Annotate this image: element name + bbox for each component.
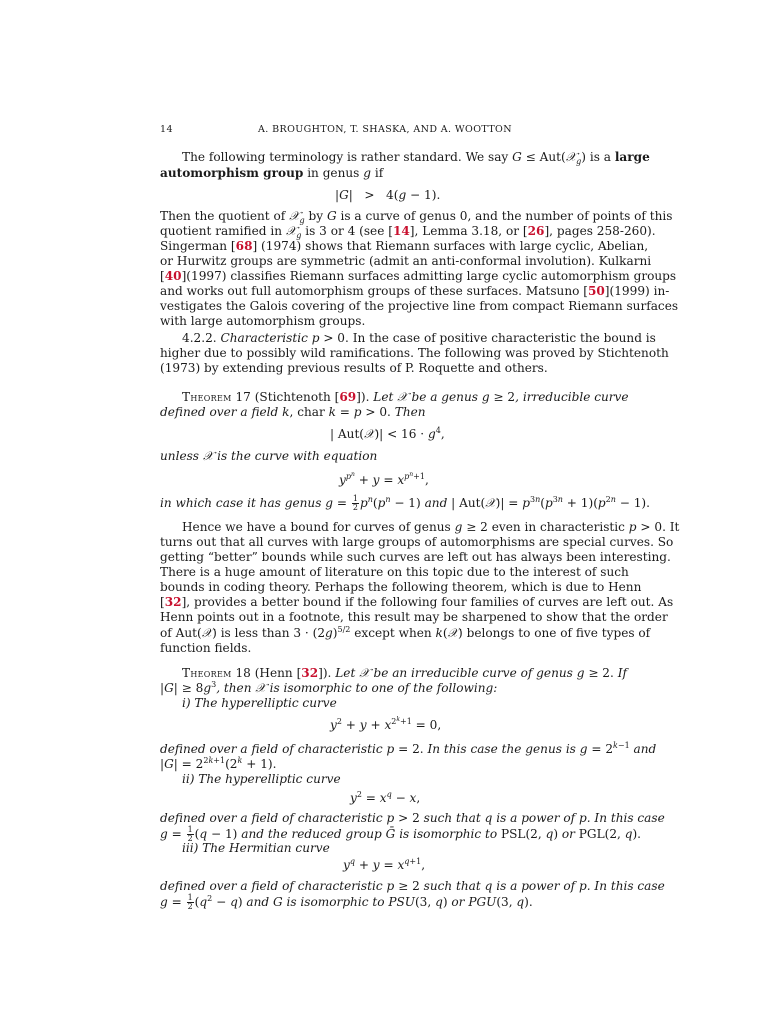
intro-line-3: Then the quotient of 𝒳$_g$ by G is a curve of genus 0, and the number of points of this [160,209,673,225]
theorem-17-unless: unless 𝒳 is the curve with equation [160,449,378,463]
hence-line-6: [32], provides a better bound if the following four families of curves are left out. As [160,595,674,609]
hence-line-5: bounds in coding theory. Perhaps the following theorem, which is due to Henn [160,580,642,594]
citation-68[interactable]: 68 [235,239,253,253]
section-line-3: (1973) by extending previous results of P. Roquette and others. [160,361,548,375]
theorem-18-line-1: Theorem 18 (Henn [32]). Let 𝒳 be an irreducible curve of genus g ≥ 2. If [182,666,627,680]
section-number: 4.2.2. [182,331,217,345]
case-iii-line-2: g = $\frac{1}{2}$ $(q^2 - q)$ and G is isomorphic to PSU(3, q) or PGU(3, q). [160,893,533,911]
intro-line-9: vestigates the Galois covering of the projective line from compact Riemann surfaces [160,299,679,313]
hence-line-3: getting “better” bounds while such curves are left out has always been interesting. [160,550,671,564]
case-iii-line-1: defined over a field of characteristic p ≥ 2 such that q is a power of p. In this case [160,879,665,893]
intro-line-6: or Hurwitz groups are symmetric (admit an anti-conformal involution). Kulkarni [160,254,652,268]
stichtenoth-bound: | Aut(𝒳)| < $16 \cdot g^4$, [330,426,445,441]
section-line-2: higher due to possibly wild ramifications. The following was proved by Stichtenoth [160,346,669,360]
intro-line-1: The following terminology is rather standard. We say G ≤ Aut(𝒳$_g$) is a large [182,150,650,166]
citation-32-b[interactable]: 32 [301,666,319,680]
citation-26[interactable]: 26 [527,224,545,238]
case-i-line-2: $|G| = 2^{2k+1}(2^k + 1)$. [160,756,277,771]
section-line-1: 4.2.2. Characteristic p > 0. In the case of positive characteristic the bound is [182,331,656,345]
intro-line-7: [40](1997) classifies Riemann surfaces admitting large cyclic automorphism groups [160,269,677,283]
hence-line-7: Henn points out in a footnote, this result may be sharpened to show that the order [160,610,668,624]
intro-line-8: and works out full automorphism groups of these surfaces. Matsuno [50](1999) in- [160,284,670,298]
citation-40[interactable]: 40 [164,269,182,283]
case-ii-equation: $y^2 = x^q - x$, [350,790,421,805]
citation-14[interactable]: 14 [392,224,410,238]
case-ii-line-2: g = $\frac{1}{2}$ (q − 1) and the reduced group Ḡ is isomorphic to PSL(2, q) or PGL(2, q). [160,825,642,843]
theorem-18-line-2: $|G| \ge 8g^3$, then 𝒳 is isomorphic to one of the following: [160,680,498,695]
hence-line-4: There is a huge amount of literature on this topic due to the interest of such [160,565,629,579]
section-title: Characteristic [220,331,308,345]
hence-line-1: Hence we have a bound for curves of genus g ≥ 2 even in characteristic p > 0. It [182,520,680,534]
theorem-17-label: Theorem [182,390,232,404]
intro-line-4: quotient ramified in 𝒳$_g$ is 3 or 4 (see [14], Lemma 3.18, or [26], pages 258-260). [160,224,656,240]
case-ii-label: ii) The hyperelliptic curve [182,772,341,786]
case-i-label: i) The hyperelliptic curve [182,696,337,710]
citation-50[interactable]: 50 [587,284,605,298]
hence-line-2: turns out that all curves with large groups of automorphisms are special curves. So [160,535,674,549]
case-iii-equation: $y^q + y = x^{q+1}$, [343,857,426,872]
theorem-17-line-1: Theorem 17 (Stichtenoth [69]). Let 𝒳 be a genus g ≥ 2, irreducible curve [182,390,629,404]
theorem-18-label: Theorem [182,666,232,680]
page-number: 14 [160,124,173,135]
inequality-large-group: |G| > 4(g − 1). [335,188,441,202]
intro-line-2: automorphism group in genus g if [160,166,384,180]
hence-line-8: of Aut(𝒳) is less than $3 \cdot (2g)^{5/2}$ except when k(𝒳) belongs to one of five types of [160,625,651,640]
case-ii-line-1: defined over a field of characteristic p > 2 such that q is a power of p. In this case [160,811,665,825]
intro-line-5: Singerman [68] (1974) shows that Riemann surfaces with large cyclic, Abelian, [160,239,649,253]
case-i-equation: $y^2 + y + x^{2^k+1} = 0$, [330,716,442,732]
intro-line-10: with large automorphism groups. [160,314,366,328]
citation-32[interactable]: 32 [164,595,182,609]
stichtenoth-curve-equation: $y^{p^n} + y = x^{p^n+1}$, [339,471,429,487]
case-iii-label: iii) The Hermitian curve [182,841,330,855]
running-title: A. BROUGHTON, T. SHASKA, AND A. WOOTTON [258,124,512,135]
case-i-line-1: defined over a field of characteristic p = 2. In this case the genus is $g = 2^{k-1}$ and [160,741,657,756]
theorem-17-line-2: defined over a field k, char k = p > 0. Then [160,405,426,419]
hence-line-9: function fields. [160,641,252,655]
citation-69[interactable]: 69 [339,390,357,404]
theorem-17-genus: in which case it has genus g = $\frac{1}{2}$ $p^n(p^n - 1)$ and | Aut(𝒳)| = $p^{3n}(p^{3n} + 1)(p^{2n} - 1)$. [160,494,650,512]
